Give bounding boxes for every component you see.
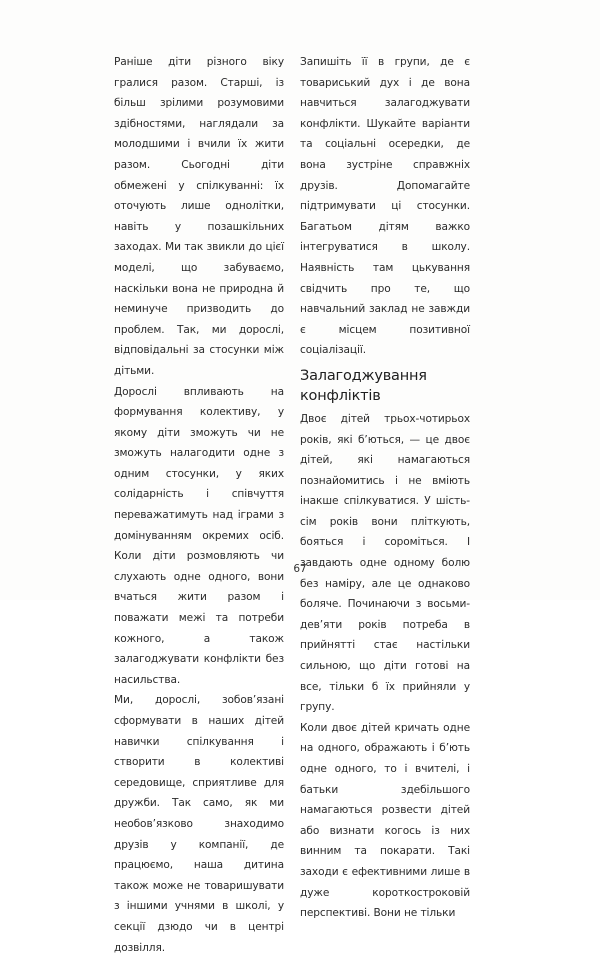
paragraph: Ми, дорослі, зобов’язані сформувати в наших дітей навички спілкування і створити в колективі середовище, сприятливе для дружби. Так само, як ми необов’язково знаходимо друзів у компанії, де працюємо, наша дитина також може не товаришувати з іншими учнями в школі, у секції дзюдо чи в центрі дозвілля. — [114, 694, 284, 954]
paragraph: Двоє дітей трьох-чотирьох років, які б’ються, — це двоє дітей, які намагаються познайомитись і не вміють інакше спілкуватися. У шість-сім років вони пліткують, бояться і сороміться. І завдають одне одному болю без наміру, але це однаково боляче. Починаючи з восьми-дев’яти років потреба в прийнятті стає настільки сильною, що діти готові на все, тільки б їх прийняли у групу. — [300, 412, 470, 714]
left-column — [114, 52, 284, 958]
paragraph: Раніше діти різного віку гралися разом. Старші, із більш зрілими розумовими здібностями, наглядали за молодшими і вчили їх жити разом. Сьогодні діти обмежені у спілкуванні: їх оточують лише однолітки, навіть у позашкільних заходах. Ми так звикли до цієї моделі, що забуваємо, наскільки вона не природна й неминуче призводить до проблем. Так, ми дорослі, відповідальні за стосунки між дітьми. — [114, 56, 284, 377]
page-number: 67 — [293, 563, 307, 575]
section-heading: Залагоджування конфліктів — [300, 367, 427, 404]
paragraph: Дорослі впливають на формування колективу, у якому діти зможуть чи не зможуть налагодити одне з одним стосунки, у яких солідарність і співчуття переважатимуть над іграми з домінуванням окремих осіб. Коли діти розмовляють чи слухають одне одного, вони вчаться жити разом і поважати межі та потреби кожного, а також залагоджувати конфлікти без насильства. — [114, 385, 284, 686]
paragraph: Запишіть її в групи, де є товариський дух і де вона навчиться залагоджувати конфлікти. Шукайте варіанти та соціальні осередки, де вона зустріне справжніх друзів. Допомагайте підтримувати ці стосунки. Багатьом дітям важко інтегруватися в школу. Наявність там цькування свідчить про те, що навчальний заклад не завжди є місцем позитивної соціалізації. — [300, 56, 470, 357]
paragraph: Коли двоє дітей кричать одне на одного, ображають і б’ють одне одного, то і вчителі, і батьки здебільшого намагаються розвести дітей або визнати когось із них винним та покарати. Такі заходи є ефективними лише в дуже короткостроковій перспективі. Вони не тільки — [300, 721, 470, 920]
right-column — [300, 52, 470, 924]
